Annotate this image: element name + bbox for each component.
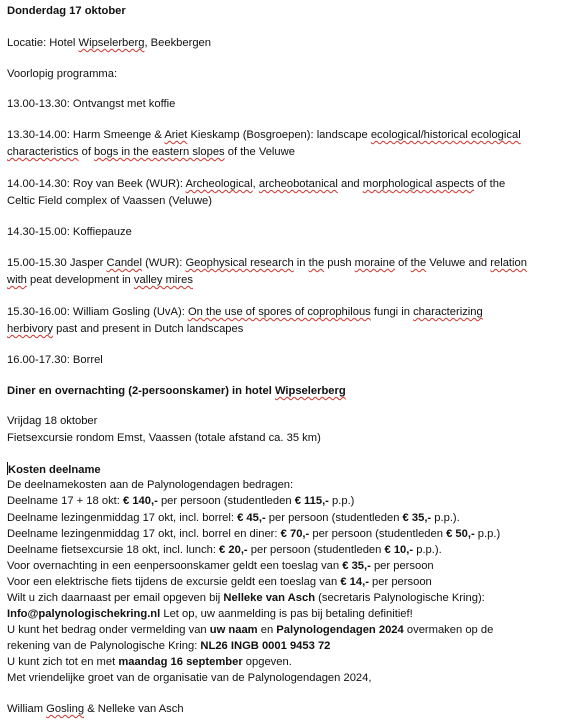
program-item-continued: characteristics of bogs in the eastern slopes of the Veluwe	[7, 146, 295, 158]
closing-line: Met vriendelijke groet van de organisatie van de Palynologendagen 2024,	[7, 672, 372, 684]
program-item-continued: with peat development in valley mires	[7, 274, 193, 286]
program-item-continued: herbivory past and present in Dutch landscapes	[7, 323, 244, 335]
location-line: Locatie: Hotel Wipselerberg, Beekbergen	[7, 37, 212, 49]
program-item: 13.30-14.00: Harm Smeenge & Ariet Kieskamp (Bosgroepen): landscape ecological/historical ecological	[7, 129, 521, 141]
program-item: 15.30-16.00: William Gosling (UvA): On the use of spores of coprophilous fungi in characterizing	[7, 306, 483, 318]
program-item: 15.00-15.30 Jasper Candel (WUR): Geophysical research in the push moraine of the Veluwe and relation	[7, 257, 527, 269]
program-item-continued: Celtic Field complex of Vaassen (Veluwe)	[7, 195, 212, 207]
deadline-line: U kunt zich tot en met maandag 16 september opgeven.	[7, 656, 292, 668]
costs-intro: De deelnamekosten aan de Palynologendagen bedragen:	[7, 479, 294, 491]
day-heading: Donderdag 17 oktober	[7, 5, 126, 17]
cost-item: Deelname lezingenmiddag 17 okt, incl. borrel: € 45,- per persoon (studentleden € 35,- p.p.).	[7, 512, 460, 524]
program-item: 14.00-14.30: Roy van Beek (WUR): Archeological, archeobotanical and morphological aspects of the	[7, 178, 506, 190]
cost-item: Deelname fietsexcursie 18 okt, incl. lunch: € 20,- per persoon (studentleden € 10,- p.p.).	[7, 544, 442, 556]
costs-heading: Kosten deelname	[8, 464, 101, 476]
program-label: Voorlopig programma:	[7, 68, 118, 80]
payment-line: U kunt het bedrag onder vermelding van uw naam en Palynologendagen 2024 overmaken op de	[7, 624, 494, 636]
friday-date: Vrijdag 18 oktober	[7, 415, 98, 427]
registration-line: Wilt u zich daarnaast per email opgeven bij Nelleke van Asch (secretaris Palynologische Kring):	[7, 592, 485, 604]
dinner-heading: Diner en overnachting (2-persoonskamer) in hotel Wipselerberg	[7, 385, 346, 397]
program-item: 14.30-15.00: Koffiepauze	[7, 226, 132, 238]
cost-item: Deelname lezingenmiddag 17 okt, incl. borrel en diner: € 70,- per persoon (studentleden € 50,- p.p.)	[7, 528, 501, 540]
cost-item: Deelname 17 + 18 okt: € 140,- per persoon (studentleden € 115,- p.p.)	[7, 495, 355, 507]
account-line: rekening van de Palynologische Kring: NL26 INGB 0001 9453 72	[7, 640, 331, 652]
cost-item: Voor overnachting in een eenpersoonskamer geldt een toeslag van € 35,- per persoon	[7, 560, 434, 572]
friday-excursion: Fietsexcursie rondom Emst, Vaassen (totale afstand ca. 35 km)	[7, 432, 321, 444]
registration-email-line: Info@palynologischekring.nl Let op, uw aanmelding is pas bij betaling definitief!	[7, 608, 413, 620]
cost-item: Voor een elektrische fiets tijdens de excursie geldt een toeslag van € 14,- per persoon	[7, 576, 432, 588]
program-item: 16.00-17.30: Borrel	[7, 354, 103, 366]
email-link[interactable]: Info@palynologischekring.nl	[7, 608, 161, 620]
signature-line: William Gosling & Nelleke van Asch	[7, 703, 184, 715]
program-item: 13.00-13.30: Ontvangst met koffie	[7, 98, 176, 110]
